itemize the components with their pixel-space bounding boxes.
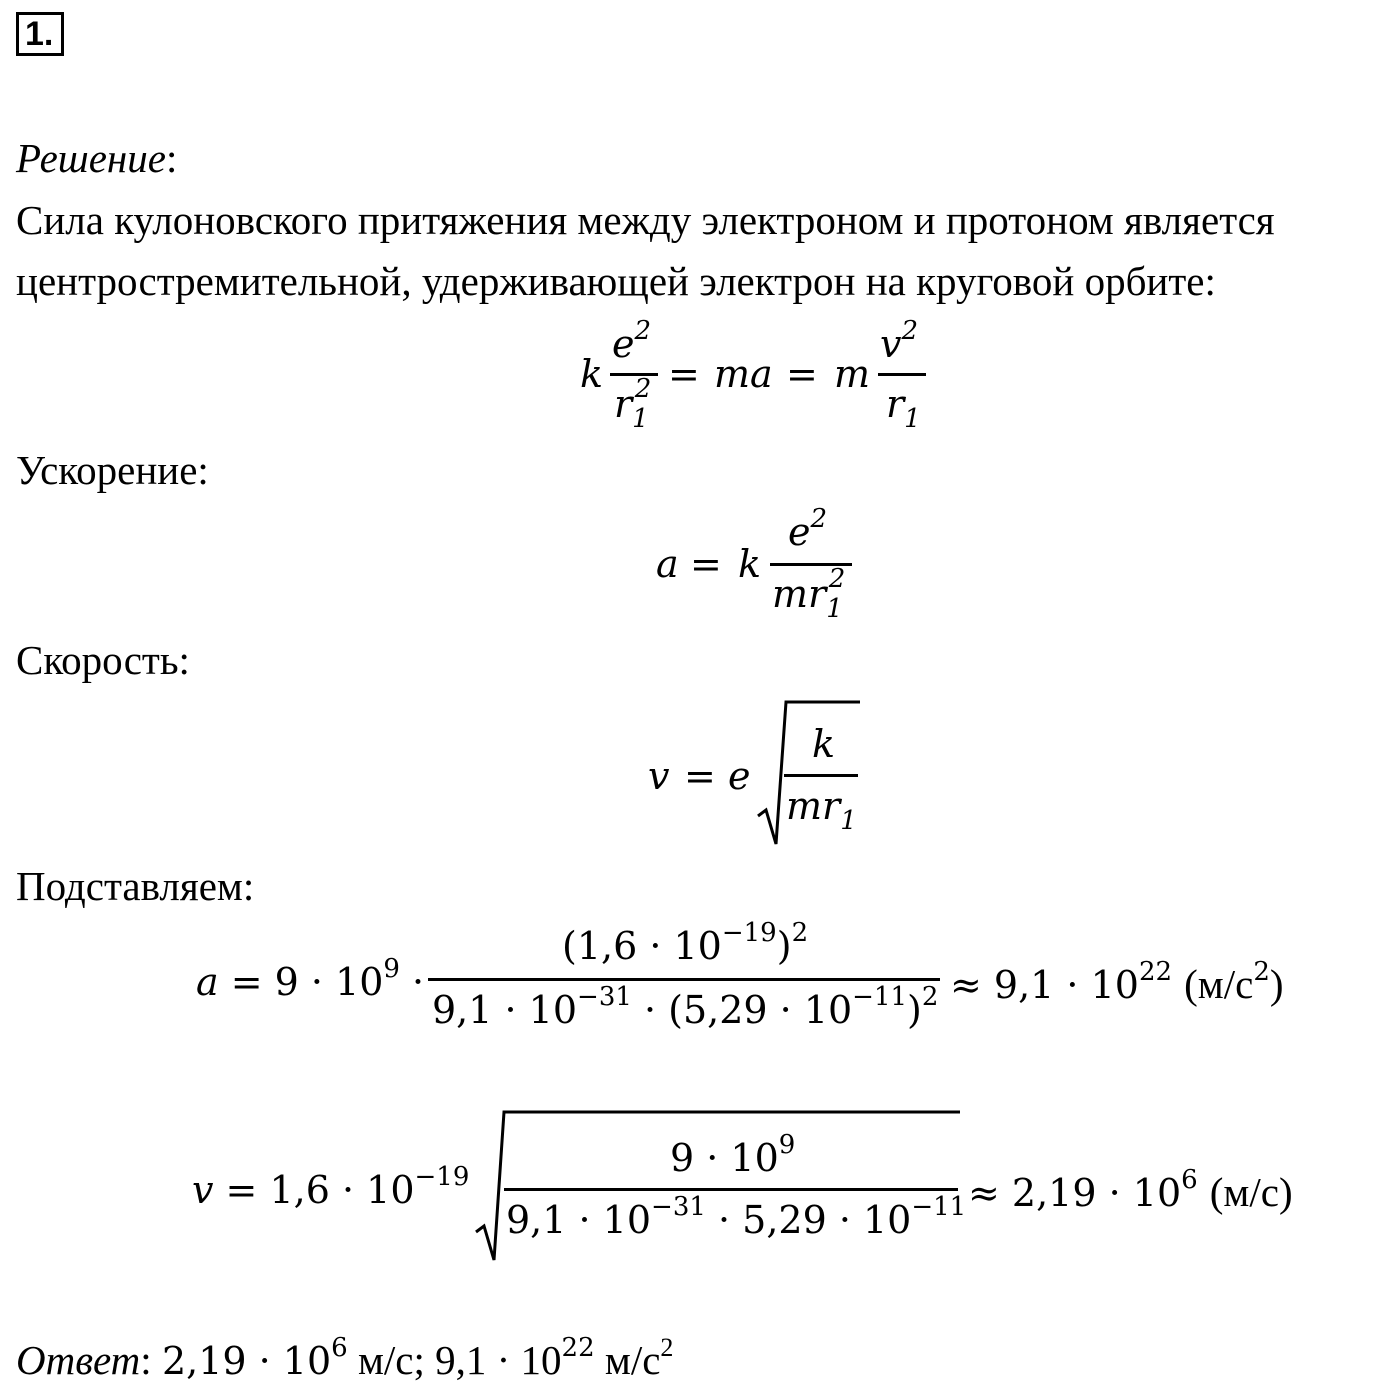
substitute-label: Подставляем: — [16, 863, 255, 909]
eq-v-result-exp: 6 — [1181, 1165, 1198, 1195]
eq-a-result-exp: 22 — [1138, 957, 1173, 987]
answer-unit2: м/с — [604, 1337, 661, 1383]
solution-label: Решение — [16, 135, 166, 181]
answer-exp1: 6 — [331, 1333, 348, 1363]
eq-v-unit: (м/с) — [1209, 1169, 1293, 1215]
answer-exp2: 22 — [561, 1333, 595, 1363]
solution-heading: Решение: — [16, 135, 178, 181]
paragraph-line-1: Сила кулоновского притяжения между электроном и протоном является — [16, 197, 1275, 243]
acceleration-label: Ускорение: — [16, 447, 209, 493]
answer-unit1: м/с; 9,1 · 10 — [357, 1337, 562, 1383]
eq-a-unit-exp: 2 — [1253, 957, 1270, 987]
paragraph-line-2: центростремительной, удерживающей электрон на круговой орбите: — [16, 258, 1216, 304]
answer-exp3: 2 — [660, 1333, 674, 1362]
answer-label: Ответ — [16, 1337, 141, 1383]
eq-v-result: ≈ 2,19 · 10 — [968, 1171, 1182, 1215]
problem-number: 1. — [16, 12, 64, 56]
speed-label: Скорость: — [16, 637, 190, 683]
answer-part1: 2,19 · 10 — [161, 1339, 332, 1383]
eq-a-result: ≈ 9,1 · 10 — [950, 963, 1139, 1007]
eq-a-unit: (м/с — [1184, 961, 1254, 1007]
answer-line: Ответ: $2,19 \cdot 10^6$ м/с; $9,1 \cdot 10^{22}$ $м/с^2$ — [16, 1333, 674, 1383]
